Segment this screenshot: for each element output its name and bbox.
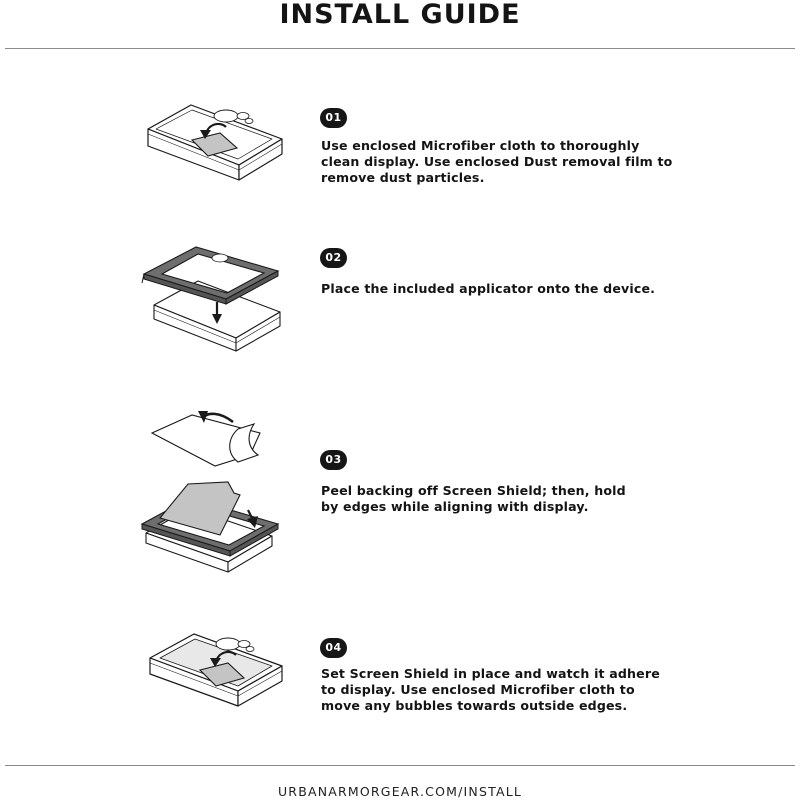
footer-url-link[interactable]: URBANARMORGEAR.COM/INSTALL bbox=[277, 784, 523, 799]
wipe-device-illustration bbox=[140, 100, 290, 190]
header-divider bbox=[5, 48, 795, 49]
peel-and-align-illustration bbox=[130, 408, 290, 574]
footer-divider bbox=[5, 765, 795, 766]
applicator-frame bbox=[144, 247, 278, 299]
step-number-badge: 03 bbox=[320, 450, 347, 470]
step-number-badge: 01 bbox=[320, 108, 347, 128]
step-instruction: Peel backing off Screen Shield; then, hold by edges while aligning with display. bbox=[321, 483, 626, 514]
step-number-badge: 04 bbox=[320, 638, 347, 658]
adhere-shield-illustration bbox=[140, 628, 290, 718]
applicator-placement-illustration bbox=[140, 238, 290, 356]
step-instruction: Place the included applicator onto the device. bbox=[321, 281, 656, 296]
step-instruction: Use enclosed Microfiber cloth to thoroughly clean display. Use enclosed Dust removal film to remove dust particles. bbox=[321, 138, 673, 185]
step-instruction: Set Screen Shield in place and watch it adhere to display. Use enclosed Microfiber cloth to move any bubbles towards outside edges. bbox=[321, 666, 660, 713]
step-number-badge: 02 bbox=[320, 248, 347, 268]
page-title: INSTALL GUIDE bbox=[279, 0, 521, 30]
